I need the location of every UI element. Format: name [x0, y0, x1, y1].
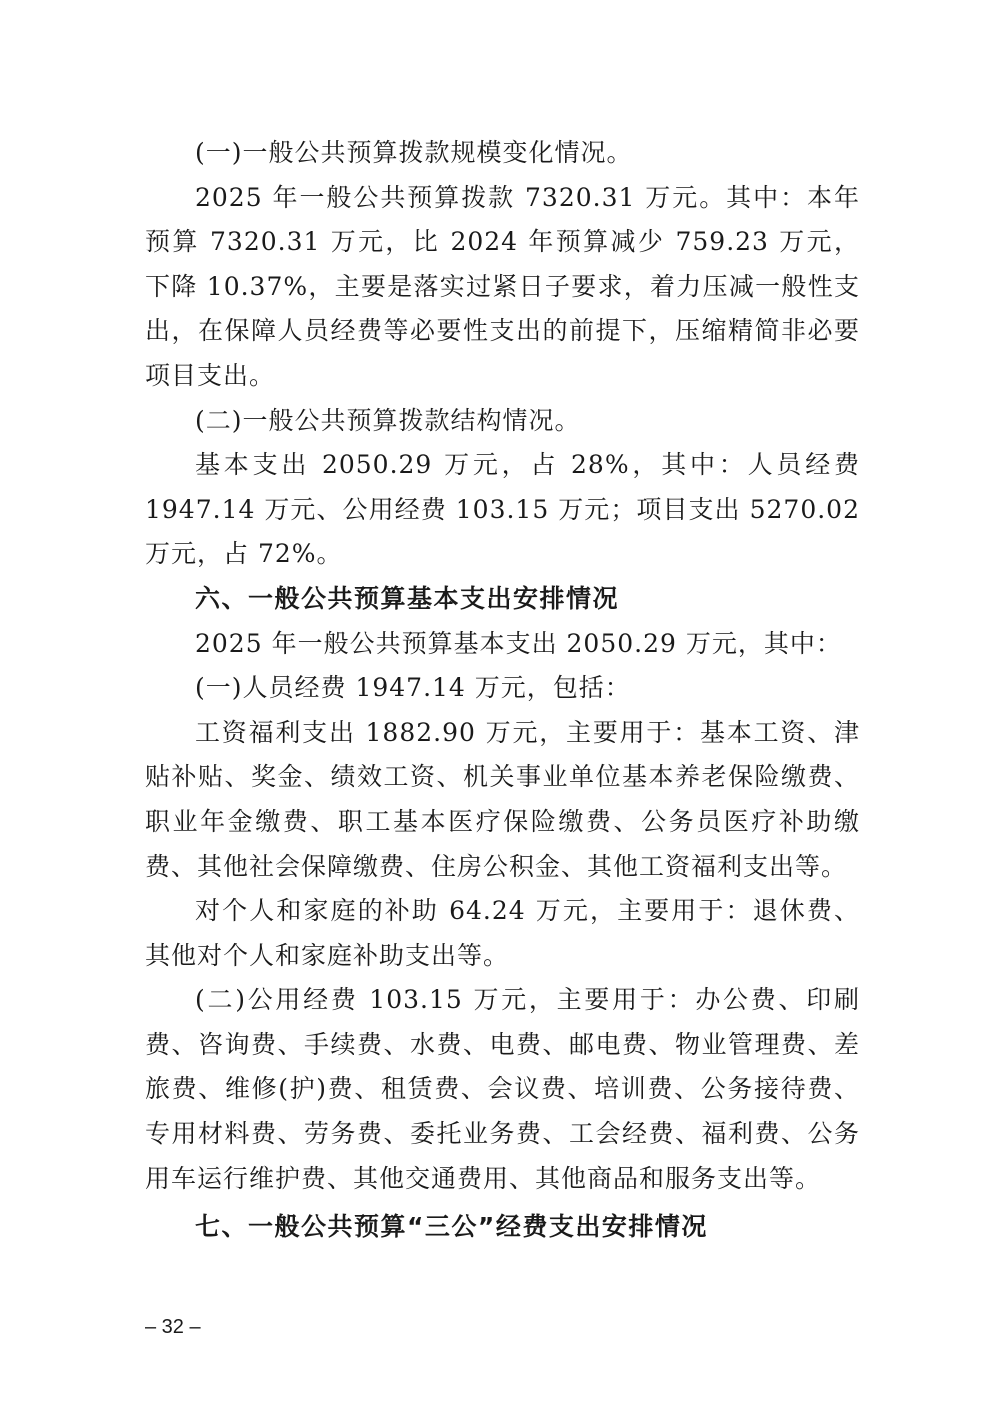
subsection-heading-personnel: (一)人员经费 1947.14 万元，包括：: [195, 673, 631, 703]
section-heading-three-public: 七、一般公共预算“三公”经费支出安排情况: [195, 1212, 708, 1242]
page-body: [145, 131, 860, 1250]
section-heading-basic-expenditure: 六、一般公共预算基本支出安排情况: [195, 583, 620, 613]
page-number: – 32 –: [145, 1316, 201, 1338]
paragraph-household-subsidy: 对个人和家庭的补助 64.24 万元，主要用于：退休费、其他对个人和家庭补助支出等。: [145, 896, 860, 970]
subsection-heading-scale: (一)一般公共预算拨款规模变化情况。: [195, 138, 633, 167]
paragraph-basic-expenditure-total: 2025 年一般公共预算基本支出 2050.29 万元，其中：: [195, 628, 842, 658]
paragraph-public-expenses: (二)公用经费 103.15 万元，主要用于：办公费、印刷费、咨询费、手续费、水费、电费、邮电费、物业管理费、差旅费、维修(护)费、租赁费、会议费、培训费、公务接待费、专用材料费、劳务费、委托业务费、工会经费、福利费、公务用车运行维护费、其他交通费用、其他商品和服务支出等。: [145, 985, 860, 1193]
paragraph-scale-change: 2025 年一般公共预算拨款 7320.31 万元。其中：本年预算 7320.31 万元，比 2024 年预算减少 759.23 万元，下降 10.37%，主要是落实过紧日子要求，着力压减一般性支出，在保障人员经费等必要性支出的前提下，压缩精简非必要项目支出。: [145, 182, 860, 390]
paragraph-structure: 基本支出 2050.29 万元，占 28%，其中：人员经费 1947.14 万元、公用经费 103.15 万元；项目支出 5270.02 万元，占 72%。: [145, 450, 860, 569]
subsection-heading-structure: (二)一般公共预算拨款结构情况。: [195, 405, 581, 435]
paragraph-salary-welfare: 工资福利支出 1882.90 万元，主要用于：基本工资、津贴补贴、奖金、绩效工资、机关事业单位基本养老保险缴费、职业年金缴费、职工基本医疗保险缴费、公务员医疗补助缴费、其他社会保障缴费、住房公积金、其他工资福利支出等。: [145, 717, 860, 881]
